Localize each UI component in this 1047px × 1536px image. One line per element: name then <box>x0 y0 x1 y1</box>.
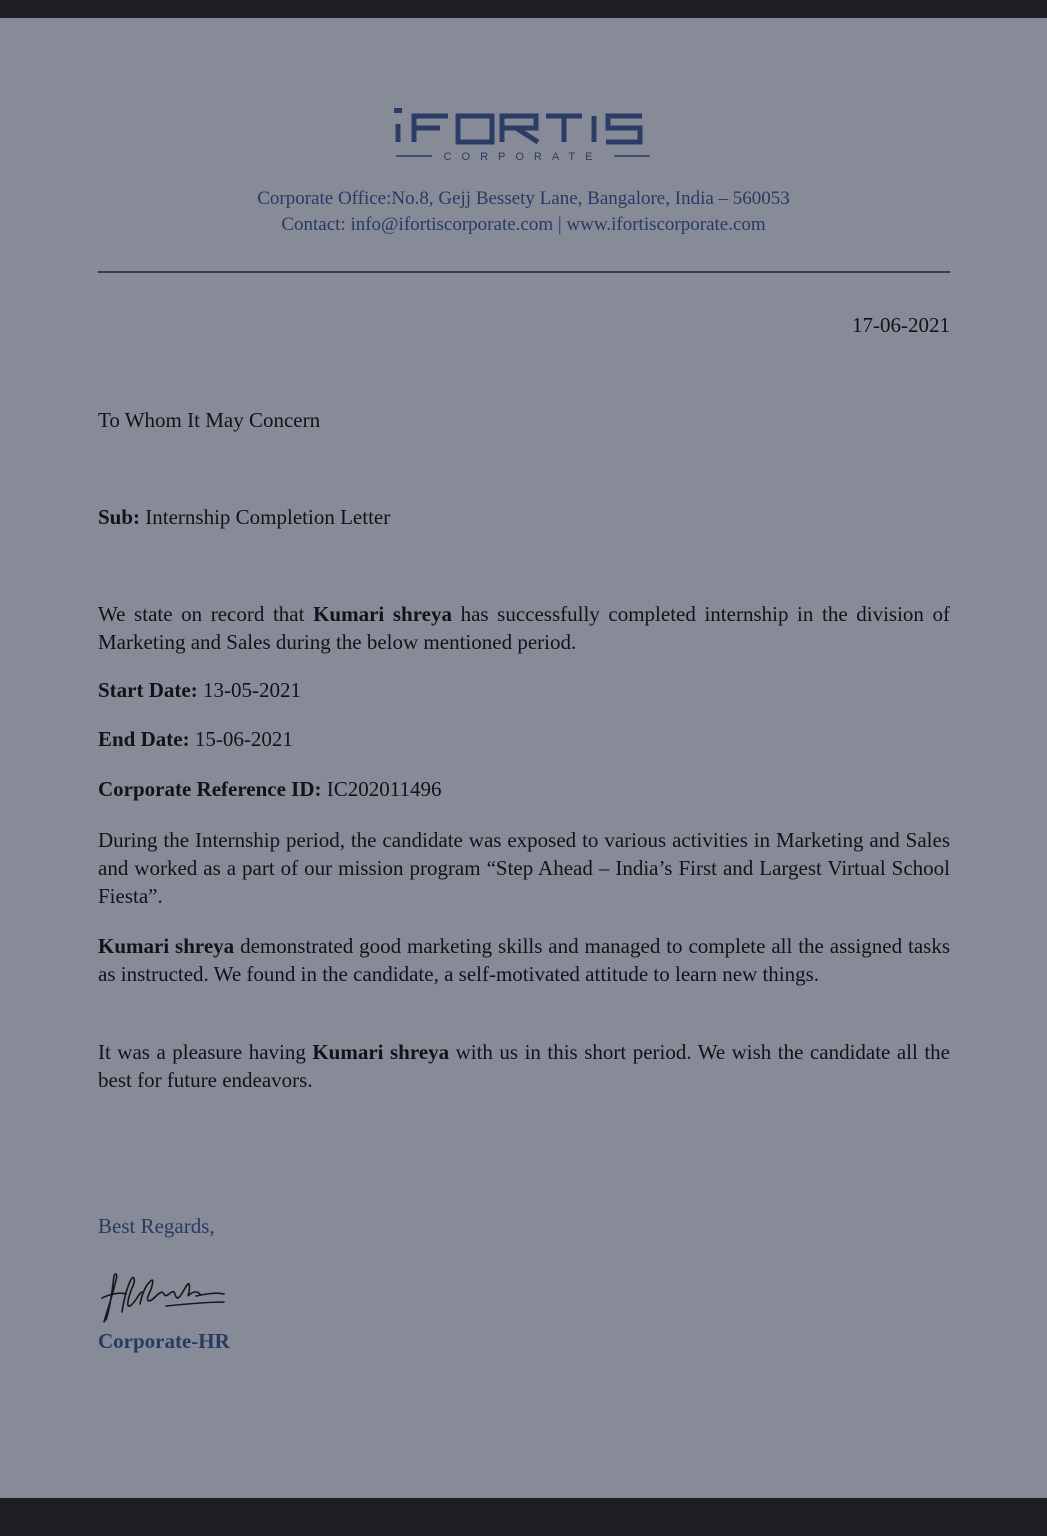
subject-line <box>98 505 390 530</box>
intro-text-end: has successfully completed internship in the division of Marketing and Sales during the below mentioned period. <box>98 602 951 654</box>
reference-id-field <box>98 777 442 802</box>
signature <box>96 1268 236 1331</box>
office-address: Corporate Office:No.8, Gejj Bessety Lane, Bangalore, India – 560053 <box>257 188 790 209</box>
closing-text-start: It was a pleasure having <box>98 1040 313 1064</box>
salutation: To Whom It May Concern <box>98 408 321 432</box>
start-date-label: Start Date: <box>98 678 198 702</box>
header-divider <box>98 271 950 273</box>
candidate-name: Kumari shreya <box>313 602 452 626</box>
skills-paragraph <box>98 932 950 988</box>
contact-info: Contact: info@ifortiscorporate.com | www.ifortiscorporate.com <box>281 214 766 235</box>
end-date-value: 15-06-2021 <box>189 727 293 751</box>
closing-paragraph <box>98 1038 950 1094</box>
subject-label: Sub: <box>98 505 141 529</box>
intro-text-start: We state on record that <box>98 602 314 626</box>
company-logo <box>0 104 1047 171</box>
letter-date: 17-06-2021 <box>852 313 950 337</box>
end-date-field <box>98 727 293 752</box>
activities-paragraph: During the Internship period, the candidate was exposed to various activities in Marketing and Sales and worked as a part of our mission program “Step Ahead – India’s First and Largest Virtual School Fiesta”. <box>98 828 950 908</box>
intro-paragraph <box>98 600 950 656</box>
logo-subtext: CORPORATE <box>443 151 602 163</box>
subject-text: Internship Completion Letter <box>140 505 391 529</box>
end-date-label: End Date: <box>98 727 190 751</box>
signer-title: Corporate-HR <box>98 1329 230 1353</box>
reference-id-label: Corporate Reference ID: <box>98 777 322 801</box>
start-date-field <box>98 678 301 703</box>
closing-text-end: with us in this short period. We wish the candidate all the best for future endeavors. <box>98 1040 950 1092</box>
candidate-name: Kumari shreya <box>312 1040 450 1064</box>
signature-graphic <box>96 1268 236 1326</box>
ifortis-logo-graphic <box>392 104 656 166</box>
best-regards: Best Regards, <box>98 1214 215 1238</box>
letterhead-address <box>0 186 1047 238</box>
reference-id-value: IC202011496 <box>321 777 442 801</box>
candidate-name: Kumari shreya <box>98 934 235 958</box>
skills-text: demonstrated good marketing skills and managed to complete all the assigned tasks as instructed. We found in the candidate, a self-motivated attitude to learn new things. <box>98 934 950 986</box>
letter-page <box>0 18 1047 1498</box>
start-date-value: 13-05-2021 <box>197 678 301 702</box>
